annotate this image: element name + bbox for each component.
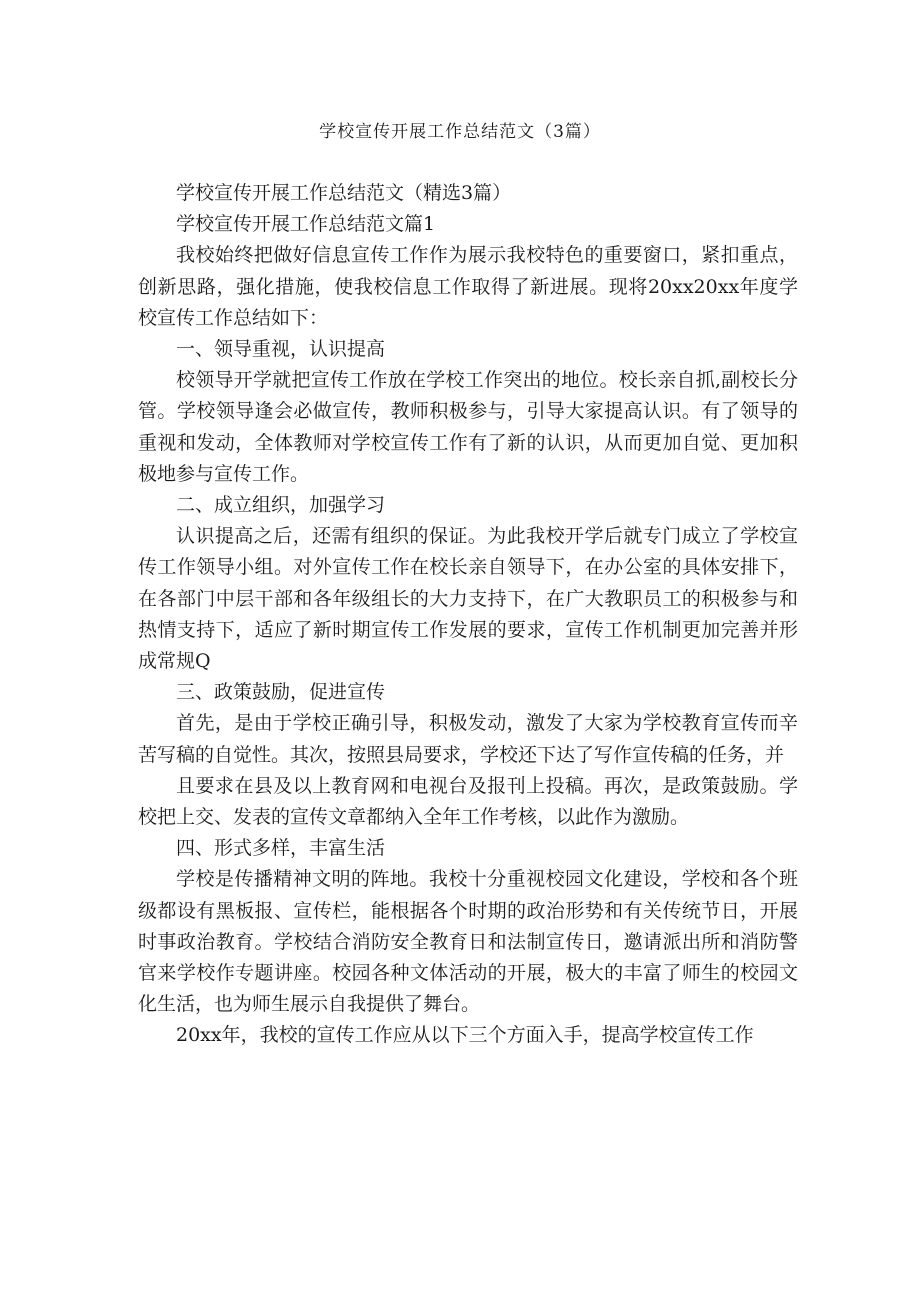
heading-activities: 四、形式多样，丰富生活: [176, 837, 386, 860]
paragraph-activities: 学校是传播精神文明的阵地。我校十分重视校园文化建设，学校和各个班级都设有黑板报、宣传栏，能根据各个时期的政治形势和有关传统节日，开展时事政治教育。学校结合消防安全教育日和法制宣传日，邀请派出所和消防警官来学校作专题讲座。校园各种文体活动的开展，极大的丰富了师生的校园文化生活，也为师生展示自我提供了舞台。: [138, 868, 798, 1016]
heading-policy: 三、政策鼓励，促进宣传: [176, 681, 386, 704]
subtitle: 学校宣传开展工作总结范文（精选3篇）: [176, 182, 512, 204]
paragraph-leadership: 校领导开学就把宣传工作放在学校工作突出的地位。校长亲自抓,副校长分管。学校领导逢会必做宣传，教师积极参与，引导大家提高认识。有了领导的重视和发动，全体教师对学校宣传工作有了新的认识，从而更加自觉、更加积极地参与宣传工作。: [138, 369, 798, 485]
paragraph-organization: 认识提高之后，还需有组织的保证。为此我校开学后就专门成立了学校宣传工作领导小组。对外宣传工作在校长亲自领导下，在办公室的具体安排下，在各部门中层干部和各年级组长的大力支持下，在广大教职员工的积极参与和热情支持下，适应了新时期宣传工作发展的要求，宣传工作机制更加完善并形成常规Q: [138, 525, 798, 673]
heading-organization: 二、成立组织，加强学习: [176, 494, 386, 517]
paragraph-policy-1: 首先，是由于学校正确引导，积极发动，激发了大家为学校教育宣传而辛苦写稿的自觉性。其次，按照县局要求，学校还下达了写作宣传稿的任务，并: [138, 712, 798, 766]
document-title: 学校宣传开展工作总结范文（3篇）: [319, 122, 601, 142]
section-title-part1: 学校宣传开展工作总结范文篇1: [176, 213, 436, 236]
heading-leadership: 一、领导重视，认识提高: [176, 338, 386, 361]
document-body: [138, 178, 798, 1052]
paragraph-plan: 20xx年，我校的宣传工作应从以下三个方面入手，提高学校宣传工作: [176, 1024, 754, 1047]
paragraph-intro: 我校始终把做好信息宣传工作作为展示我校特色的重要窗口，紧扣重点，创新思路，强化措施，使我校信息工作取得了新进展。现将20xx20xx年度学校宣传工作总结如下：: [138, 244, 798, 329]
paragraph-policy-2: 且要求在县及以上教育网和电视台及报刊上投稿。再次，是政策鼓励。学校把上交、发表的宣传文章都纳入全年工作考核，以此作为激励。: [138, 774, 798, 829]
